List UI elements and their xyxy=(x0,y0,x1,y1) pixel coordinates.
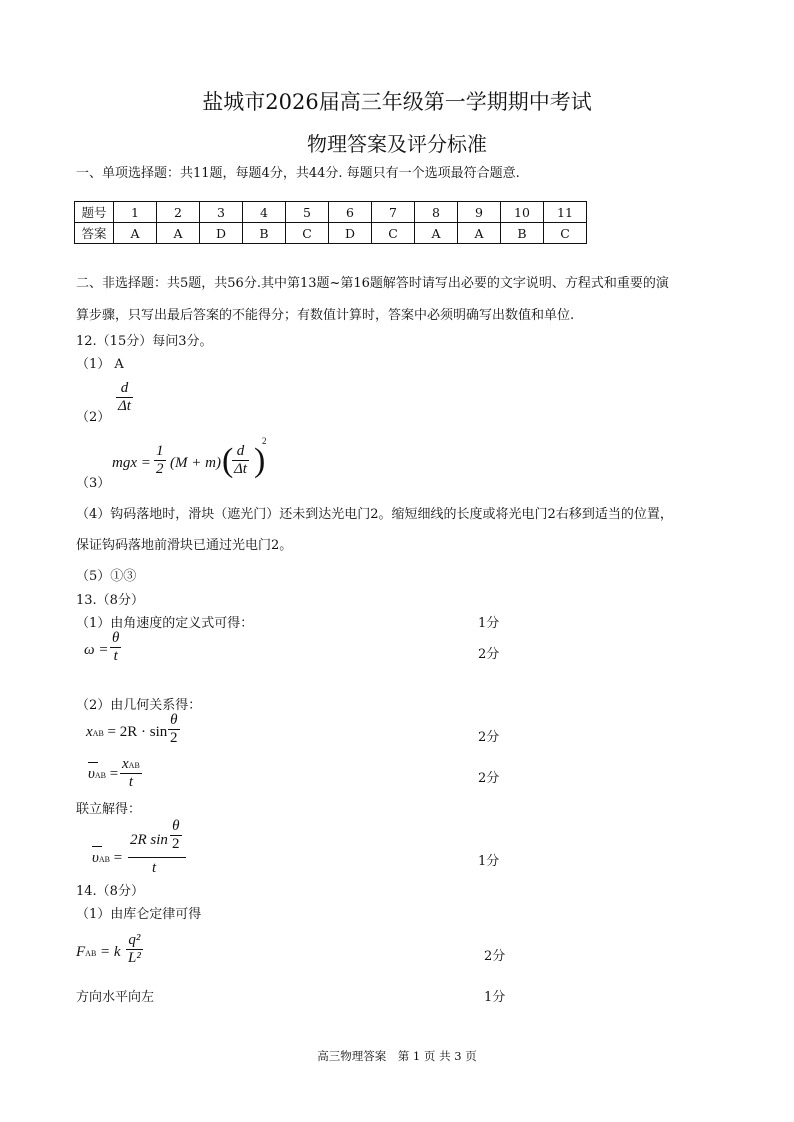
vab-lhs xyxy=(88,766,118,783)
table-cell: D xyxy=(329,223,372,244)
q13-part-1: （1）由角速度的定义式可得： xyxy=(76,616,254,631)
fraction-denominator: Δt xyxy=(118,398,131,414)
fraction-denominator: t xyxy=(120,773,142,791)
right-paren: ) xyxy=(254,442,266,479)
omega-lhs: ω = xyxy=(84,642,109,658)
table-header-answer: 答案 xyxy=(75,223,114,244)
table-cell: C xyxy=(544,223,587,244)
fraction-numerator: 1 xyxy=(156,443,164,459)
result-inner-fraction xyxy=(170,818,182,853)
q13-part-2: （2）由几何关系得： xyxy=(76,698,202,713)
xab-rhs: = 2R · sin xyxy=(107,724,168,740)
xab-fraction xyxy=(168,712,180,747)
q12-part-3-fraction xyxy=(232,443,249,478)
table-cell: A xyxy=(458,223,501,244)
section-2-line-2: 算步骤，只写出最后答案的不能得分；有数值计算时，答案中必须明确写出数值和单位. xyxy=(76,308,575,323)
score: 2分 xyxy=(478,647,500,662)
q12-part-2-label: （2） xyxy=(76,410,111,425)
q12-header: 12.（15分）每问3分。 xyxy=(76,334,213,349)
overline xyxy=(88,762,98,763)
table-cell: B xyxy=(501,223,544,244)
fraction-denominator: t xyxy=(110,647,121,665)
table-cell: A xyxy=(114,223,157,244)
q12-part-2-fraction xyxy=(116,380,133,415)
vab-fraction xyxy=(120,756,142,791)
fraction-numerator: q² xyxy=(128,932,141,948)
score: 1分 xyxy=(478,616,500,631)
answer-table xyxy=(74,201,587,244)
table-cell: D xyxy=(200,223,243,244)
table-cell: C xyxy=(372,223,415,244)
overline xyxy=(92,846,102,847)
q12-part-3-lhs: mgx = xyxy=(112,455,151,471)
fraction-denominator: 2 xyxy=(172,836,180,852)
force-symbol: F xyxy=(76,944,86,960)
fraction-numerator: θ xyxy=(112,630,120,646)
coulomb-fraction xyxy=(126,932,143,967)
fraction-denominator: Δt xyxy=(234,461,247,477)
q12-part-4-line-2: 保证钩码落地前滑块已通过光电门2。 xyxy=(76,538,293,553)
omega-fraction xyxy=(110,630,121,665)
section-1-heading: 一、单项选择题：共11题，每题4分，共44分. 每题只有一个选项最符合题意. xyxy=(76,166,520,181)
score: 1分 xyxy=(484,990,506,1005)
equals-sign: = xyxy=(109,766,119,782)
table-cell: A xyxy=(415,223,458,244)
table-cell: A xyxy=(157,223,200,244)
x-subscript: AB xyxy=(128,761,140,770)
score: 2分 xyxy=(478,771,500,786)
table-cell: 2 xyxy=(157,202,200,223)
fraction-numerator: θ xyxy=(170,712,178,728)
result-denominator: t xyxy=(152,860,157,876)
result-lhs xyxy=(92,850,122,867)
table-cell: 11 xyxy=(544,202,587,223)
q12-part-3-half xyxy=(154,443,166,478)
q12-part-3-label: （3） xyxy=(76,476,111,491)
q13-header: 13.（8分） xyxy=(76,593,144,608)
section-2-line-1: 二、非选择题：共5题，共56分.其中第13题~第16题解答时请写出必要的文字说明、方程式和重要的演 xyxy=(76,276,669,291)
q12-part-5: （5）①③ xyxy=(76,569,137,584)
table-cell: B xyxy=(243,223,286,244)
result-symbol: υ xyxy=(92,850,99,866)
fraction-numerator: d xyxy=(236,443,245,459)
q14-direction: 方向水平向左 xyxy=(76,990,155,1005)
xab-symbol: x xyxy=(86,724,93,740)
q12-part-4-line-1: （4）钩码落地时，滑块（遮光门）还未到达光电门2。缩短细线的长度或将光电门2右移到适当的位置， xyxy=(76,507,673,522)
q12-part-3-exponent: 2 xyxy=(262,436,267,446)
fraction-denominator: 2 xyxy=(156,461,164,477)
score: 1分 xyxy=(478,854,500,869)
table-cell: 4 xyxy=(243,202,286,223)
fraction-bar xyxy=(128,857,186,858)
fraction-numerator: θ xyxy=(172,818,180,834)
equals-sign: = xyxy=(113,850,123,866)
table-cell: 6 xyxy=(329,202,372,223)
table-cell: C xyxy=(286,223,329,244)
result-subscript: AB xyxy=(98,855,111,864)
table-cell: 8 xyxy=(415,202,458,223)
xab-equation xyxy=(86,724,167,741)
q12-part-3-mass-sum: (M + m) xyxy=(170,455,221,471)
left-paren: ( xyxy=(222,442,234,479)
fraction-numerator xyxy=(120,756,142,773)
q14-header: 14.（8分） xyxy=(76,884,144,899)
x-symbol: x xyxy=(122,756,129,772)
q12-part-1: （1） A xyxy=(76,357,124,372)
page-title: 盐城市2026届高三年级第一学期期中考试 xyxy=(202,90,592,114)
fraction-numerator: d xyxy=(120,380,129,396)
fraction-denominator: 2 xyxy=(170,730,178,746)
coulomb-constant: = k xyxy=(100,944,121,960)
vab-subscript: AB xyxy=(94,771,107,780)
table-row-questions xyxy=(75,202,587,223)
page-subtitle: 物理答案及评分标准 xyxy=(307,132,487,156)
score: 2分 xyxy=(478,730,500,745)
score: 2分 xyxy=(484,949,506,964)
coulomb-lhs xyxy=(76,944,121,961)
result-numerator: 2R sin xyxy=(130,832,168,848)
force-subscript: AB xyxy=(85,949,97,958)
table-cell: 5 xyxy=(286,202,329,223)
page-footer: 高三物理答案 第 1 页 共 3 页 xyxy=(317,1049,477,1063)
vab-symbol: υ xyxy=(88,766,95,782)
table-cell: 3 xyxy=(200,202,243,223)
fraction-denominator: L² xyxy=(128,950,141,966)
table-cell: 1 xyxy=(114,202,157,223)
xab-subscript: AB xyxy=(92,729,104,738)
q14-part-1: （1）由库仑定律可得 xyxy=(76,907,202,922)
table-cell: 9 xyxy=(458,202,501,223)
q13-joint: 联立解得： xyxy=(76,802,142,817)
table-row-answers xyxy=(75,223,587,244)
table-cell: 7 xyxy=(372,202,415,223)
table-cell: 10 xyxy=(501,202,544,223)
table-header-question: 题号 xyxy=(75,202,114,223)
